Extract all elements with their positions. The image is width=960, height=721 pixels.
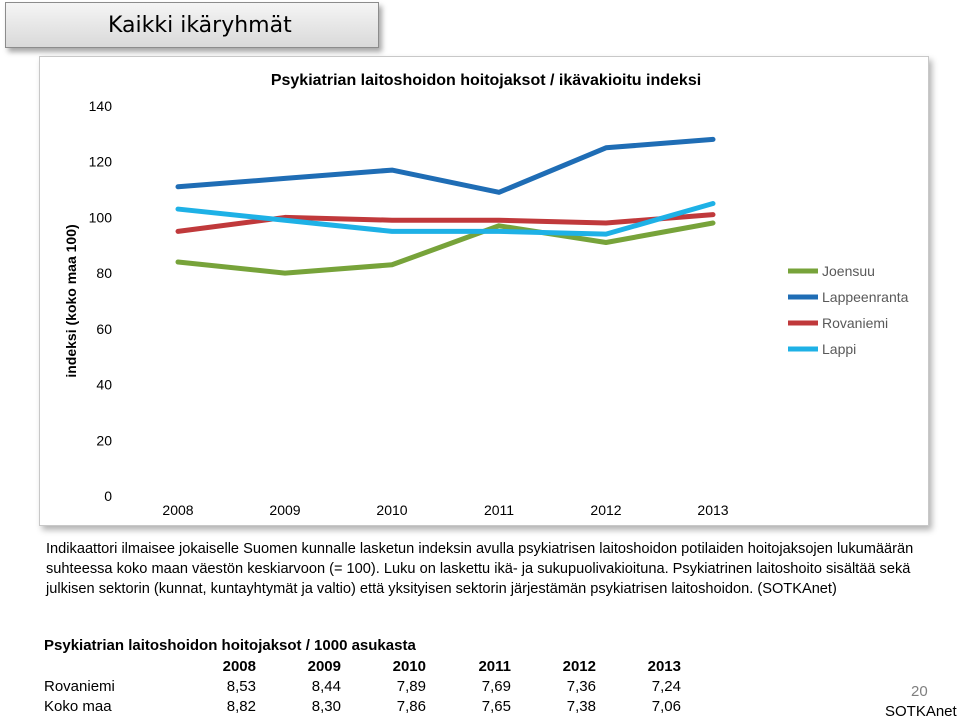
- table-cell: 8,53: [226, 677, 256, 695]
- series-lines: [178, 139, 713, 273]
- table-cell: 7,38: [566, 697, 596, 715]
- x-tick-label: 2011: [483, 502, 515, 518]
- x-axis-ticks: [162, 502, 728, 518]
- table-cell: 7,06: [651, 697, 681, 715]
- y-tick-label: 80: [96, 265, 112, 282]
- table-header-cell: 2013: [647, 657, 681, 675]
- y-tick-label: 100: [88, 209, 112, 226]
- line-chart: [40, 57, 928, 525]
- table-header-cell: 2012: [562, 657, 596, 675]
- table-header-row: [44, 656, 681, 676]
- y-tick-label: 60: [96, 320, 112, 337]
- slide-title: Kaikki ikäryhmät: [108, 12, 292, 38]
- y-tick-label: 120: [88, 153, 112, 170]
- table-cell: 7,86: [396, 697, 426, 715]
- table-row-label: Koko maa: [44, 697, 112, 715]
- legend-label: Rovaniemi: [822, 315, 889, 331]
- table-cell: 8,30: [311, 697, 341, 715]
- table-cell: 8,82: [226, 697, 256, 715]
- legend-label: Lappeenranta: [822, 289, 909, 305]
- y-axis-ticks: [89, 98, 113, 504]
- x-tick-label: 2009: [269, 502, 301, 518]
- y-axis-label: indeksi (koko maa 100): [63, 224, 79, 378]
- x-tick-label: 2010: [376, 502, 408, 518]
- x-tick-label: 2013: [697, 502, 729, 518]
- footer-brand: SOTKAnet: [885, 703, 957, 720]
- slide-title-box: [5, 2, 379, 48]
- series-line-lappeenranta: [178, 139, 713, 192]
- x-tick-label: 2008: [162, 502, 194, 518]
- table-row: [44, 696, 681, 716]
- data-table: [44, 656, 681, 716]
- table-header-cell: [44, 656, 144, 676]
- table-cell: 7,89: [396, 677, 426, 695]
- table-cell: 8,44: [311, 677, 341, 695]
- y-tick-label: 0: [104, 488, 112, 504]
- table-header-cell: 2009: [307, 657, 341, 675]
- legend-label: Joensuu: [822, 263, 875, 279]
- x-tick-label: 2012: [590, 502, 622, 518]
- chart-panel: [39, 56, 929, 526]
- y-tick-label: 140: [88, 98, 112, 114]
- legend: [788, 263, 909, 357]
- table-header-cell: 2011: [478, 657, 511, 675]
- chart-title: Psykiatrian laitoshoidon hoitojaksot / ikävakioitu indeksi: [270, 72, 702, 89]
- table-cell: 7,24: [651, 677, 681, 695]
- y-tick-label: 20: [96, 432, 112, 449]
- table-header-cell: 2010: [392, 657, 426, 675]
- table-header-cell: 2008: [222, 657, 256, 675]
- table-cell: 7,69: [481, 677, 511, 695]
- table-cell: 7,36: [566, 677, 596, 695]
- slide-number: 20: [911, 683, 928, 700]
- y-tick-label: 40: [96, 376, 112, 393]
- table-title: Psykiatrian laitoshoidon hoitojaksot / 1000 asukasta: [44, 637, 416, 654]
- table-cell: 7,65: [481, 697, 511, 715]
- legend-label: Lappi: [822, 341, 857, 357]
- chart-caption: Indikaattori ilmaisee jokaiselle Suomen kunnalle lasketun indeksin avulla psykiatrisen laitoshoidon potilaiden hoitojaksojen lukumäärän suhteessa koko maan väestön keskiarvoon (= 100). Luku on laskettu ikä- ja sukupuolivakioituna. Psykiatrinen laitoshoito sisältää sekä julkisen sektorin (kunnat, kuntayhtymät ja valtio) että yksityisen sektorin järjestämän psykiatrisen laitoshoidon. (SOTKAnet): [46, 541, 914, 597]
- table-row-label: Rovaniemi: [44, 677, 115, 695]
- table-row: [44, 676, 681, 696]
